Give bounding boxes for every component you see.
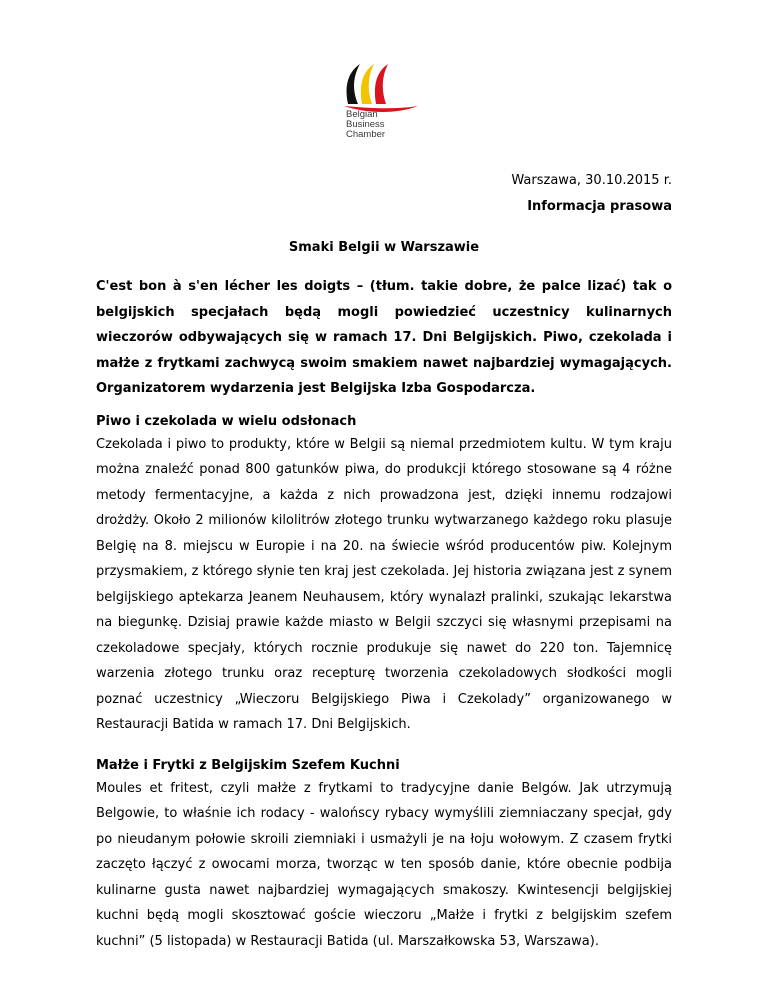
section-2-paragraph: Moules et fritest, czyli małże z frytkami to tradycyjne danie Belgów. Jak utrzymują Belgowie, to właśnie ich rodacy - walońscy rybacy wymyślili ziemniaczany specjał, gdy po nieudanym połowie skroili ziemniaki i usmażyli je na łoju wołowym. Z czasem frytki zaczęto łączyć z owocami morza, tworząc w ten sposób danie, które obecnie podbija kulinarne gusta nawet najbardziej wymagających smakoszy. Kwintesencji belgijskiej kuchni będą mogli skosztować goście wieczoru „Małże i frytki z belgijskim szefem kuchni” (5 listopada) w Restauracji Batida (ul. Marszałkowska 53, Warszawa). xyxy=(96,780,672,949)
logo-line-2: Business xyxy=(346,119,385,130)
logo-line-3: Chamber xyxy=(346,129,386,140)
belgian-business-chamber-logo xyxy=(338,58,428,150)
document-header xyxy=(511,172,672,216)
document-title: Smaki Belgii w Warszawie xyxy=(288,240,480,255)
logo-yellow-sail xyxy=(361,64,374,104)
logo-red-sail xyxy=(375,64,388,104)
section-1-heading: Piwo i czekolada w wielu odsłonach xyxy=(96,413,357,429)
lead-paragraph: C'est bon à s'en lécher les doigts – (tłum. takie dobre, że palce lizać) tak o belgijskich specjałach będą mogli powiedzieć uczestnicy kulinarnych wieczorów odbywających się w ramach 17. Dni Belgijskich. Piwo, czekolada i małże z frytkami zachwycą swoim smakiem nawet najbardziej wymagających. Organizatorem wydarzenia jest Belgijska Izba Gospodarcza. xyxy=(96,279,672,396)
logo-black-sail xyxy=(347,64,361,104)
document-body xyxy=(96,238,672,954)
section-2-heading: Małże i Frytki z Belgijskim Szefem Kuchni xyxy=(96,757,400,773)
logo-line-1: Belgian xyxy=(346,109,378,120)
section-1-paragraph: Czekolada i piwo to produkty, które w Belgii są niemal przedmiotem kultu. W tym kraju można znaleźć ponad 800 gatunków piwa, do produkcji którego stosowane są 4 różne metody fermentacyjne, a każda z nich prowadzona jest, dzięki innemu rodzajowi drożdży. Około 2 milionów kilolitrów złotego trunku wytwarzanego każdego roku plasuje Belgię na 8. miejscu w Europie i na 20. na świecie wśród producentów piw. Kolejnym przysmakiem, z którego słynie ten kraj jest czekolada. Jej historia związana jest z synem belgijskiego aptekarza Jeanem Neuhausem, który wynalazł pralinki, szukając lekarstwa na biegunkę. Dzisiaj prawie każde miasto w Belgii szczyci się własnymi przepisami na czekoladowe specjały, których rocznie produkuje się nawet do 220 ton. Tajemnicę warzenia złotego trunku oraz recepturę tworzenia czekoladowych słodkości mogli poznać uczestnicy „Wieczoru Belgijskiego Piwa i Czekolady” organizowanego w Restauracji Batida w ramach 17. Dni Belgijskich. xyxy=(96,436,672,732)
document-type-label: Informacja prasowa xyxy=(527,199,672,214)
document-date: Warszawa, 30.10.2015 r. xyxy=(511,173,672,188)
logo-wordmark xyxy=(346,110,385,140)
